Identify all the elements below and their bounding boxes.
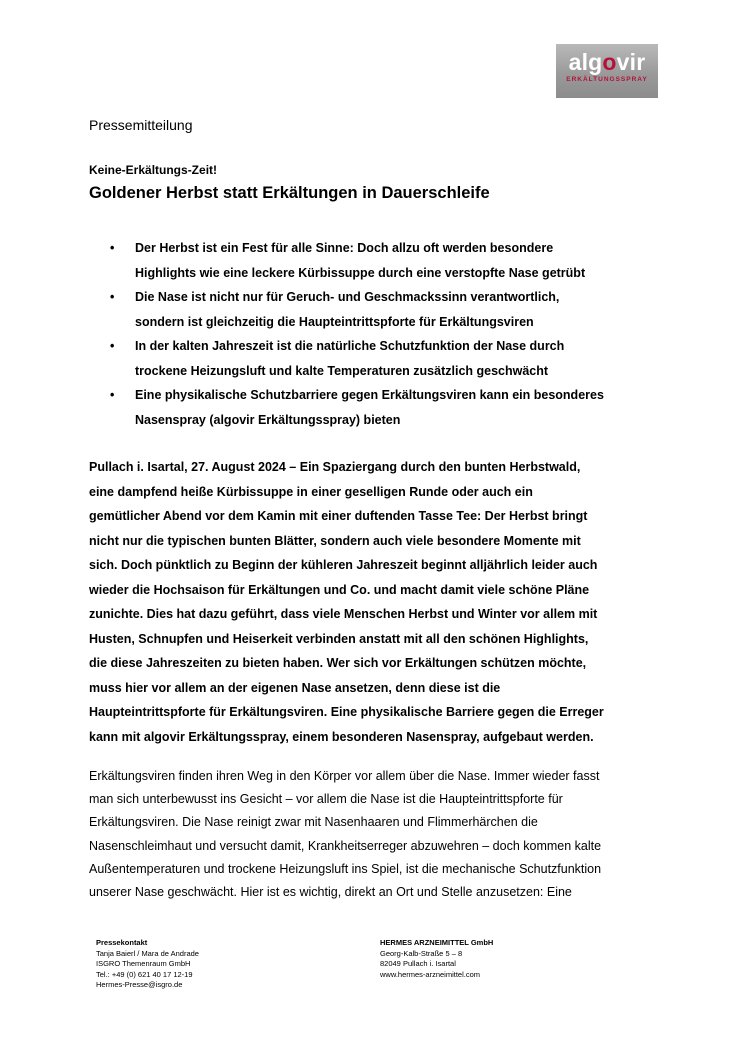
lead-paragraph: Pullach i. Isartal, 27. August 2024 – Ein Spaziergang durch den bunten Herbstwald, eine dampfend heiße Kürbissuppe in einer geselligen Runde oder auch ein gemütlicher Abend vor dem Kamin mit einer duftenden Tasse Tee: Der Herbst bringt nicht nur die typischen bunten Blätter, sondern auch viele besondere Momente mit sich. Doch pünktlich zu Beginn der kühleren Jahreszeit beginnt alljährlich leider auch wieder die Hochsaison für Erkältungen und Co. und macht damit viele schöne Pläne zunichte. Dies hat dazu geführt, dass viele Menschen Herbst und Winter vor allem mit Husten, Schnupfen und Heiserkeit verbinden anstatt mit all den schönen Highlights, die diese Jahreszeiten zu bieten haben. Wer sich vor Erkältungen schützen möchte, muss hier vor allem an der eigenen Nase ansetzen, denn diese ist die Haupteintrittspforte für Erkältungsviren. Eine physikalische Barriere gegen die Erreger kann mit algovir Erkältungsspray, einem besonderen Nasenspray, aufgebaut werden.	[89, 460, 604, 744]
algovir-logo	[556, 44, 658, 98]
bullet-icon: •	[110, 339, 115, 353]
kicker: Keine-Erkältungs-Zeit!	[89, 163, 218, 177]
headline: Goldener Herbst statt Erkältungen in Dauerschleife	[89, 184, 490, 202]
document-type-label: Pressemitteilung	[89, 117, 193, 133]
list-item: • Die Nase ist nicht nur für Geruch- und Geschmackssinn verantwortlich, sondern ist gleichzeitig die Haupteintrittspforte für Erkältungsviren	[89, 285, 669, 334]
press-contact-heading: Pressekontakt	[96, 938, 148, 947]
body-paragraph: Erkältungsviren finden ihren Weg in den Körper vor allem über die Nase. Immer wieder fasst man sich unterbewusst ins Gesicht – vor allem die Nase ist die Haupteintrittspforte für Erkältungsviren. Die Nase reinigt zwar mit Nasenhaaren und Flimmerhärchen die Nasenschleimhaut und versucht damit, Krankheitserreger abzuwehren – doch kommen kalte Außentemperaturen und trockene Heizungsluft ins Spiel, ist die mechanische Schutzfunktion unserer Nase geschwächt. Hier ist es wichtig, direkt an Ort und Stelle anzusetzen: Eine	[89, 769, 602, 900]
company-name: HERMES ARZNEIMITTEL GmbH	[380, 938, 494, 947]
list-item: • Eine physikalische Schutzbarriere gegen Erkältungsviren kann ein besonderes Nasenspray (algovir Erkältungsspray) bieten	[89, 383, 669, 432]
list-item: • Der Herbst ist ein Fest für alle Sinne: Doch allzu oft werden besondere Highlights wie eine leckere Kürbissuppe durch eine verstopfte Nase getrübt	[89, 236, 669, 285]
list-item: • In der kalten Jahreszeit ist die natürliche Schutzfunktion der Nase durch trockene Heizungsluft und kalte Temperaturen zusätzlich geschwächt	[89, 334, 669, 383]
bullet-icon: •	[110, 388, 115, 402]
press-contact: Pressekontakt Tanja Baierl / Mara de Andrade ISGRO Themenraum GmbH Tel.: +49 (0) 621 40 17 12-19 Hermes-Presse@isgro.de	[96, 938, 199, 989]
company-address: HERMES ARZNEIMITTEL GmbH Georg-Kalb-Straße 5 – 8 82049 Pullach i. Isartal www.hermes-arzneimittel.com	[380, 938, 494, 979]
key-points-list	[89, 236, 669, 432]
company-website: www.hermes-arzneimittel.com	[380, 969, 481, 979]
logo-wordmark: algovir	[568, 49, 646, 75]
bullet-icon: •	[110, 290, 115, 304]
logo-tagline: ERKÄLTUNGSSPRAY	[566, 76, 648, 83]
bullet-icon: •	[110, 241, 115, 255]
contact-email: Hermes-Presse@isgro.de	[96, 980, 183, 989]
